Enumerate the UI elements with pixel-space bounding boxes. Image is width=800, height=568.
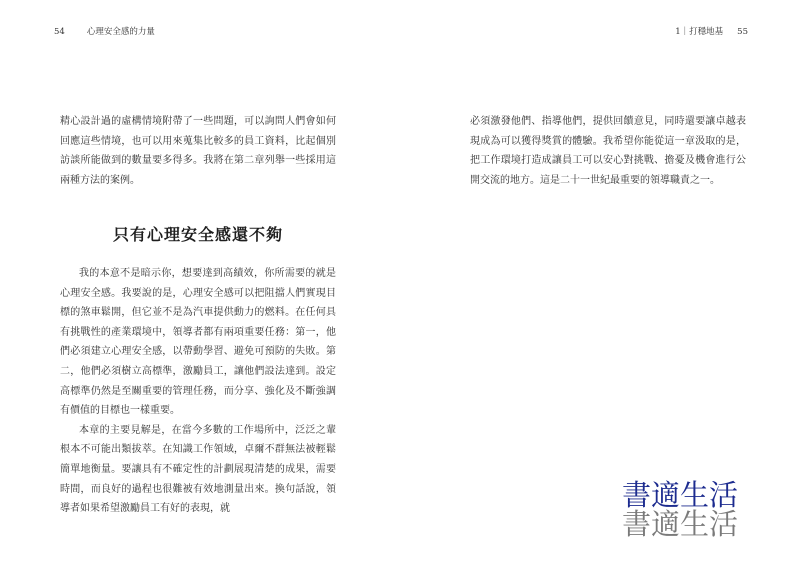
right-paragraph: 必須激發他們、指導他們，提供回饋意見，同時還要讓卓越表現成為可以獲得獎賞的體驗。我希望你能從這一章汲取的是，把工作環境打造成讓員工可以安心對挑戰、擔憂及機會進行公開交流的地方。這是二十一世紀最重要的領導職責之一。 (470, 116, 746, 186)
left-running-head-title: 心理安全感的力量 (86, 27, 155, 37)
body-paragraph-2: 本章的主要見解是，在當今多數的工作場所中，泛泛之輩根本不可能出類拔萃。在知識工作領域，卓爾不群無法被輕鬆簡單地衡量。要讓具有不確定性的計劃展現清楚的成果，需要時間，而良好的過程也很難被有效地測量出來。換句話說，領導者如果希望激勵員工有好的表現，就 (60, 424, 336, 515)
right-page (400, 0, 800, 568)
left-page-number: 54 (54, 27, 65, 37)
watermark-logo-blue: 書適生活 (622, 478, 739, 512)
left-running-header (54, 25, 155, 37)
body-paragraph-1: 我的本意不是暗示你，想要達到高績效，你所需要的就是心理安全感。我要說的是，心理安全感可以把阻擋人們實現目標的煞車鬆開，但它並不是為汽車提供動力的燃料。在任何具有挑戰性的產業環境中，領導者都有兩項重要任務：第一，他們必須建立心理安全感，以帶動學習、避免可預防的失敗。第二，他們必須樹立高標準，激勵員工，讓他們設法達到。設定高標準仍然是至關重要的管理任務，而分享、強化及不斷強調有價值的目標也一樣重要。 (60, 268, 336, 417)
right-running-head-title: 1｜打穩地基 (675, 27, 724, 37)
right-page-number: 55 (737, 27, 748, 37)
section-heading: 只有心理安全感還不夠 (112, 225, 283, 244)
intro-paragraph: 精心設計過的虛構情境附帶了一些問題，可以詢問人們會如何回應這些情境，也可以用來蒐集比較多的員工資料，比起個別訪談所能做到的數量要多得多。我將在第二章列舉一些採用這兩種方法的案例。 (60, 116, 336, 186)
right-text-block (470, 112, 746, 190)
watermark-logo-gray: 書適生活 (622, 507, 739, 541)
intro-text-block (60, 112, 336, 190)
right-running-header (675, 25, 748, 37)
body-text-block (60, 264, 336, 519)
